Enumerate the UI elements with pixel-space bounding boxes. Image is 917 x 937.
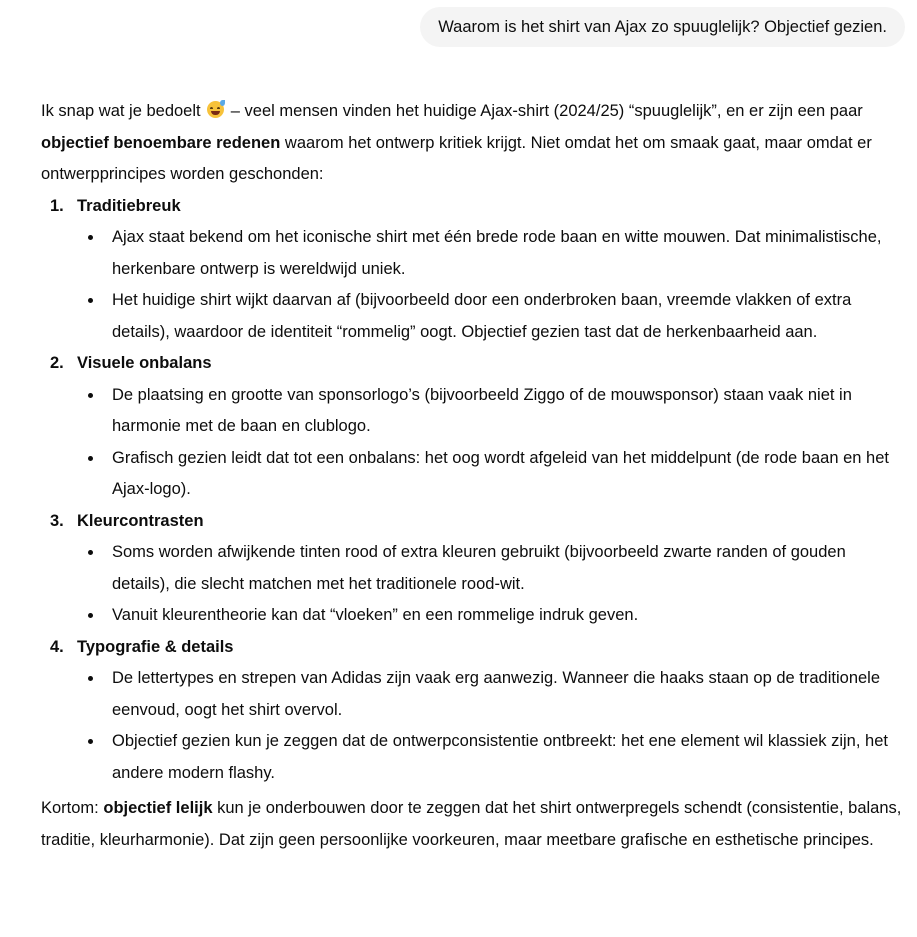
reason-heading (41, 348, 907, 380)
user-message-row (420, 7, 905, 47)
reason-item (41, 348, 907, 506)
reasons-list (41, 191, 907, 790)
reason-bullets (41, 663, 907, 789)
intro-text-end: waarom het ontwerp kritiek krijgt. Niet omdat het om smaak gaat, maar omdat er ontwerpprincipes worden geschonden: (41, 133, 872, 183)
reason-heading (41, 632, 907, 664)
reason-bullets (41, 222, 907, 348)
intro-bold: objectief benoembare redenen (41, 133, 281, 152)
bullet-item: Het huidige shirt wijkt daarvan af (bijvoorbeeld door een onderbroken baan, vreemde vlakken of extra details), waardoor de identiteit “rommelig” oogt. Objectief gezien tast dat de herkenbaarheid aan. (112, 285, 907, 348)
user-message-bubble: Waarom is het shirt van Ajax zo spuuglelijk? Objectief gezien. (420, 7, 905, 47)
bullet-item: Soms worden afwijkende tinten rood of extra kleuren gebruikt (bijvoorbeeld zwarte randen of gouden details), die slecht matchen met het traditionele rood-wit. (112, 537, 907, 600)
closing-paragraph (41, 793, 907, 856)
closing-text-end: kun je onderbouwen door te zeggen dat het shirt ontwerpregels schendt (consistentie, balans, traditie, kleurharmonie). Dat zijn geen persoonlijke voorkeuren, maar meetbare grafische en esthetische principes. (41, 799, 902, 849)
bullet-item: Grafisch gezien leidt dat tot een onbalans: het oog wordt afgeleid van het middelpunt (de rode baan en het Ajax-logo). (112, 443, 907, 506)
bullet-item: Objectief gezien kun je zeggen dat de ontwerpconsistentie ontbreekt: het ene element wil klassiek zijn, het andere modern flashy. (112, 726, 907, 789)
reason-heading (41, 191, 907, 223)
reason-number: 2. (50, 354, 64, 372)
reason-bullets (41, 537, 907, 632)
bullet-item: De plaatsing en grootte van sponsorlogo’s (bijvoorbeeld Ziggo of de mouwsponsor) staan vaak niet in harmonie met de baan en clublogo. (112, 380, 907, 443)
assistant-message (41, 96, 907, 856)
reason-heading (41, 506, 907, 538)
intro-paragraph (41, 96, 907, 191)
bullet-item: De lettertypes en strepen van Adidas zijn vaak erg aanwezig. Wanneer die haaks staan op de traditionele eenvoud, oogt het shirt overvol. (112, 663, 907, 726)
bullet-item: Vanuit kleurentheorie kan dat “vloeken” en een rommelige indruk geven. (112, 600, 907, 632)
reason-item (41, 191, 907, 349)
reason-item (41, 506, 907, 632)
reason-title: Typografie & details (77, 637, 234, 656)
reason-number: 1. (50, 196, 64, 215)
closing-text-start: Kortom: (41, 799, 99, 817)
reason-title: Traditiebreuk (77, 196, 181, 215)
intro-text-middle: – veel mensen vinden het huidige Ajax-shirt (2024/25) “spuuglelijk”, en er zijn een paar (230, 102, 863, 120)
reason-title: Kleurcontrasten (77, 511, 204, 530)
reason-number: 4. (50, 637, 64, 656)
reason-item (41, 632, 907, 790)
intro-text-start: Ik snap wat je bedoelt (41, 102, 201, 120)
bullet-item: Ajax staat bekend om het iconische shirt met één brede rode baan en witte mouwen. Dat minimalistische, herkenbare ontwerp is wereldwijd uniek. (112, 222, 907, 285)
reason-bullets (41, 380, 907, 506)
reason-title: Visuele onbalans (77, 354, 212, 372)
smiling-face-with-sweat-icon (207, 101, 224, 118)
reason-number: 3. (50, 511, 64, 530)
closing-bold: objectief lelijk (103, 799, 213, 817)
